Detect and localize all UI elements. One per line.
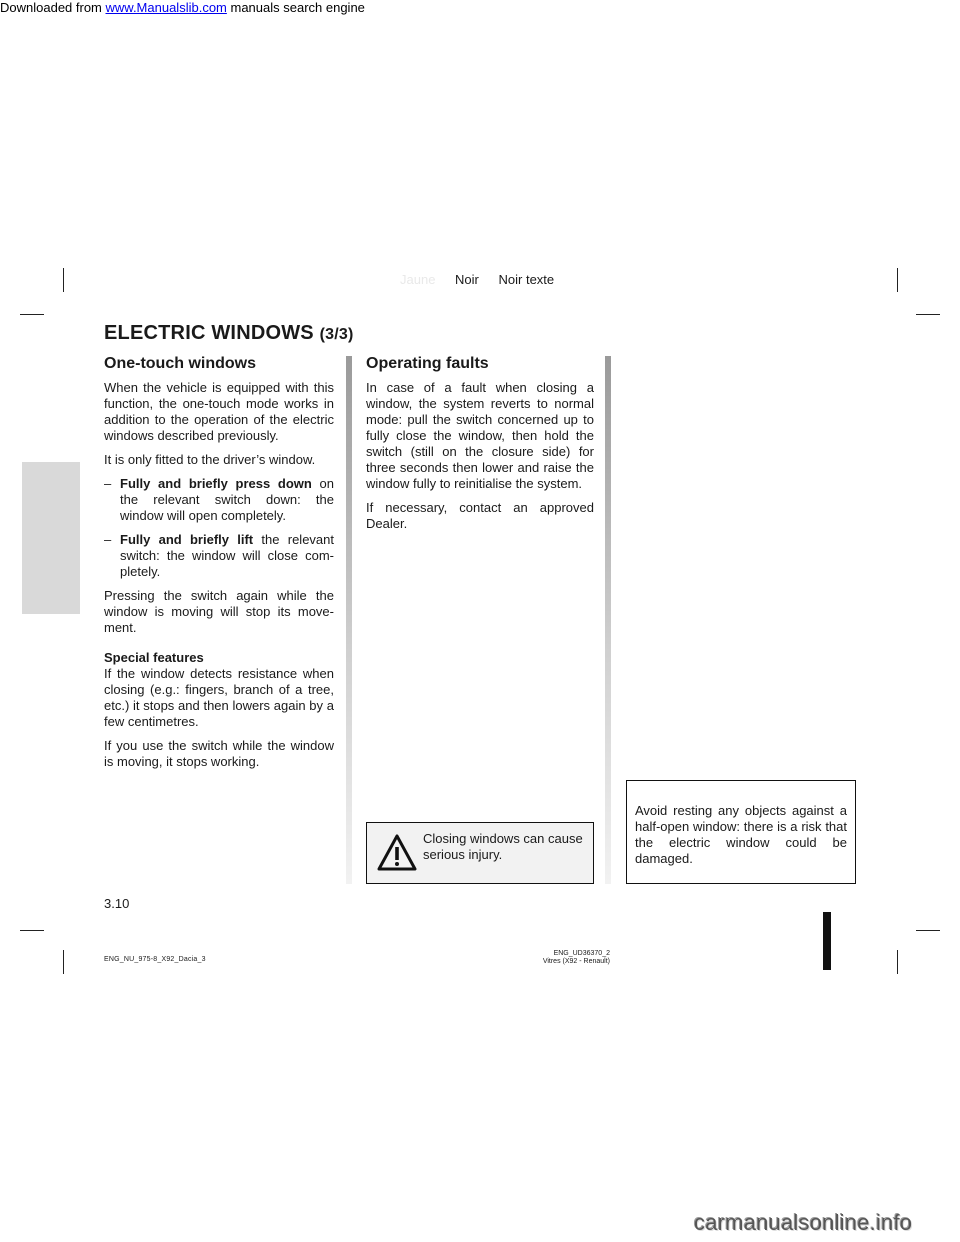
page-title-suffix: (3/3)	[319, 326, 354, 343]
watermark: carmanualsonline.info	[694, 1210, 913, 1235]
page-number: 3.10	[104, 896, 130, 911]
crop-mark	[63, 268, 64, 292]
paragraph-faults: In case of a fault when closing a window, the system reverts to normal mode: pull the switch concerned up to fully close the window, then hold the switch (still on the closure side) for three seconds then lower and raise the window fully to reinitialise the system.	[366, 380, 594, 491]
list-dash: –	[104, 476, 112, 491]
chapter-tab	[22, 462, 80, 614]
middle-column	[366, 356, 594, 540]
ink-label-noir-texte: Noir texte	[498, 272, 555, 287]
list-item	[104, 532, 334, 580]
warning-text: Closing windows can cause serious injury.	[423, 831, 583, 862]
page-title	[104, 322, 354, 345]
page-title-text: ELECTRIC WINDOWS	[104, 322, 314, 344]
crop-mark	[916, 930, 940, 931]
banner-prefix: Downloaded from	[0, 0, 106, 15]
crop-mark	[20, 314, 44, 315]
list-item-bold: Fully and briefly lift	[120, 532, 254, 547]
footer-doc-code: ENG_NU_975-8_X92_Dacia_3	[104, 956, 206, 963]
banner-suffix: manuals search engine	[226, 0, 365, 15]
paragraph-dealer: If necessary, contact an approved Dealer.	[366, 500, 594, 531]
paragraph-pressing: Pressing the switch again while the window is moving will stop its move-ment.	[104, 588, 334, 635]
list-item	[104, 476, 334, 524]
list-item-bold: Fully and briefly press down	[120, 476, 312, 491]
crop-mark	[916, 314, 940, 315]
list-item-text: on the relevant switch down: the window will open completely.	[120, 476, 334, 523]
footer-ref-line2: Vitres (X92 - Renault)	[542, 958, 610, 965]
ink-label-jaune: Jaune	[400, 272, 436, 287]
warning-triangle-icon	[377, 833, 417, 873]
list-dash: –	[104, 532, 112, 547]
column-divider	[346, 356, 352, 884]
section-heading-faults: Operating faults	[366, 355, 489, 372]
warning-box	[366, 822, 594, 884]
ink-label-noir: Noir	[455, 272, 479, 287]
paragraph-use-switch: If you use the switch while the window is moving, it stops working.	[104, 738, 334, 769]
list-item-text: the relevant switch: the window will close com-pletely.	[120, 532, 334, 579]
crop-mark	[63, 950, 64, 974]
column-divider	[605, 356, 611, 884]
paragraph-special: If the window detects resistance when closing (e.g.: fingers, branch of a tree, etc.) it stops and then lowers again by a few centimetres.	[104, 666, 334, 729]
crop-mark	[897, 268, 898, 292]
section-heading-one-touch: One-touch windows	[104, 355, 256, 372]
paragraph-fitted: It is only fitted to the driver’s window.	[104, 452, 316, 467]
footer-ref	[500, 950, 610, 966]
page-edge-bar	[823, 912, 831, 970]
note-box	[626, 780, 856, 884]
footer-ref-line1: ENG_UD36370_2	[553, 950, 610, 957]
ink-labels	[400, 272, 570, 287]
special-features-title: Special features	[104, 650, 204, 665]
crop-mark	[20, 930, 44, 931]
note-text: Avoid resting any objects against a half-open window: there is a risk that the electric window could be damaged.	[635, 803, 847, 866]
manualslib-link[interactable]: www.Manualslib.com	[105, 0, 227, 15]
crop-mark	[897, 950, 898, 974]
download-banner	[0, 0, 365, 15]
paragraph-intro: When the vehicle is equipped with this function, the one-touch mode works in addition to the operation of the electric windows described previously.	[104, 380, 334, 443]
left-column	[104, 356, 334, 778]
